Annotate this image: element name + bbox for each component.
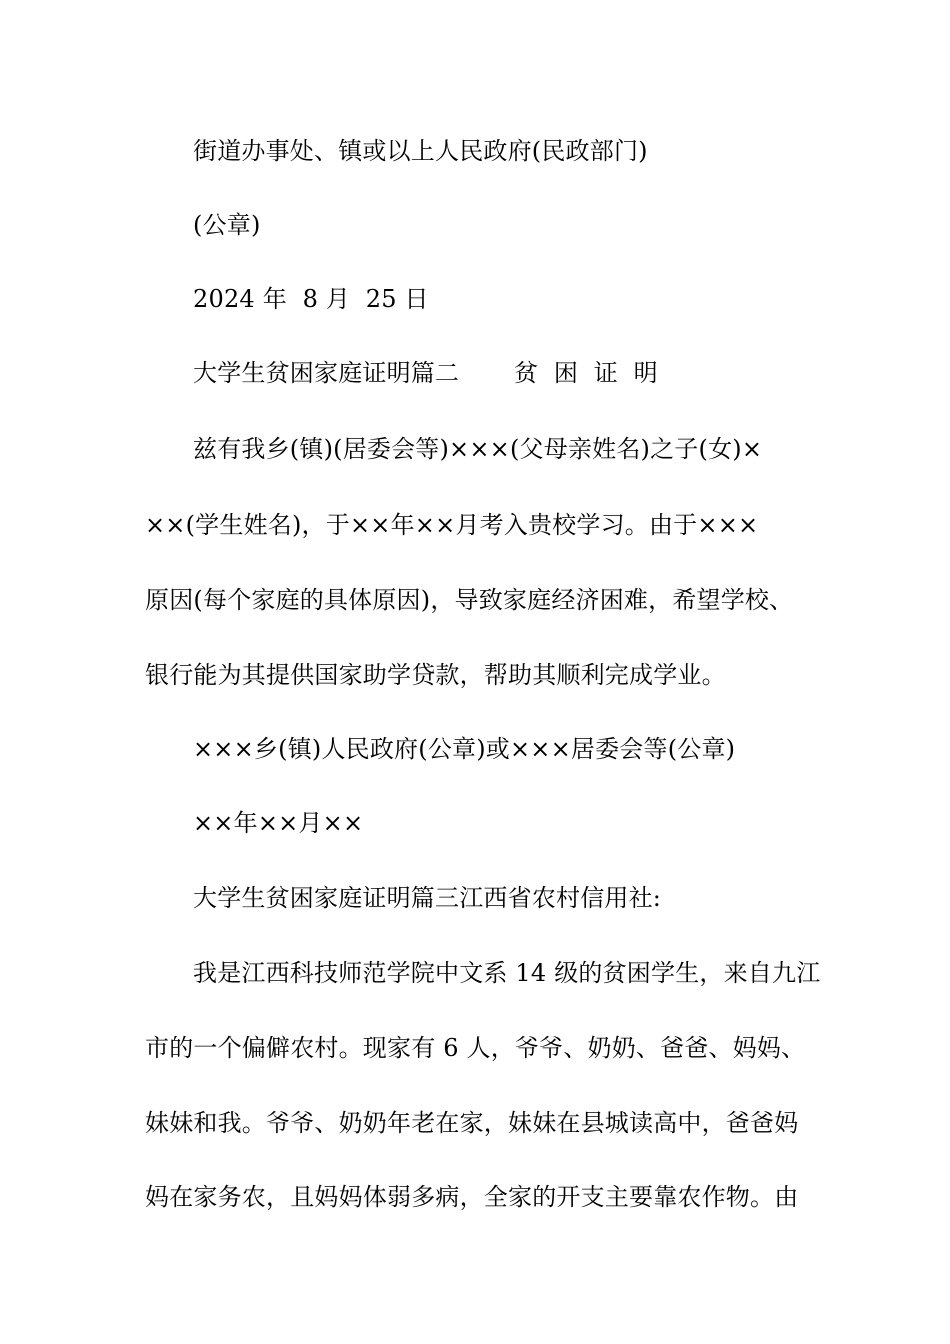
paragraph-line: ××(学生姓名)，于××年××月考入贵校学习。由于××× — [145, 511, 759, 539]
signature-line: ×××乡(镇)人民政府(公章)或×××居委会等(公章) — [193, 735, 736, 763]
signature-date-line: ××年××月×× — [193, 809, 364, 837]
paragraph-line: 妹妹和我。爷爷、奶奶年老在家，妹妹在县城读高中，爸爸妈 — [145, 1109, 799, 1137]
office-line: 街道办事处、镇或以上人民政府(民政部门) — [193, 137, 648, 165]
paragraph-line: 我是江西科技师范学院中文系 14 级的贫困学生，来自九江 — [193, 959, 821, 987]
seal-line: (公章) — [193, 211, 261, 239]
section-title-2: 大学生贫困家庭证明篇二 贫 困 证 明 — [193, 359, 658, 387]
paragraph-line: 银行能为其提供国家助学贷款，帮助其顺利完成学业。 — [145, 661, 726, 689]
paragraph-line: 兹有我乡(镇)(居委会等)×××(父母亲姓名)之子(女)× — [193, 435, 763, 463]
date-line: 2024 年 8 月 25 日 — [193, 285, 429, 313]
paragraph-line: 市的一个偏僻农村。现家有 6 人，爷爷、奶奶、爸爸、妈妈、 — [145, 1034, 806, 1062]
section-title-3: 大学生贫困家庭证明篇三江西省农村信用社: — [193, 884, 662, 912]
paragraph-line: 原因(每个家庭的具体原因)，导致家庭经济困难，希望学校、 — [145, 586, 794, 614]
paragraph-line: 妈在家务农，且妈妈体弱多病，全家的开支主要靠农作物。由 — [145, 1183, 799, 1211]
